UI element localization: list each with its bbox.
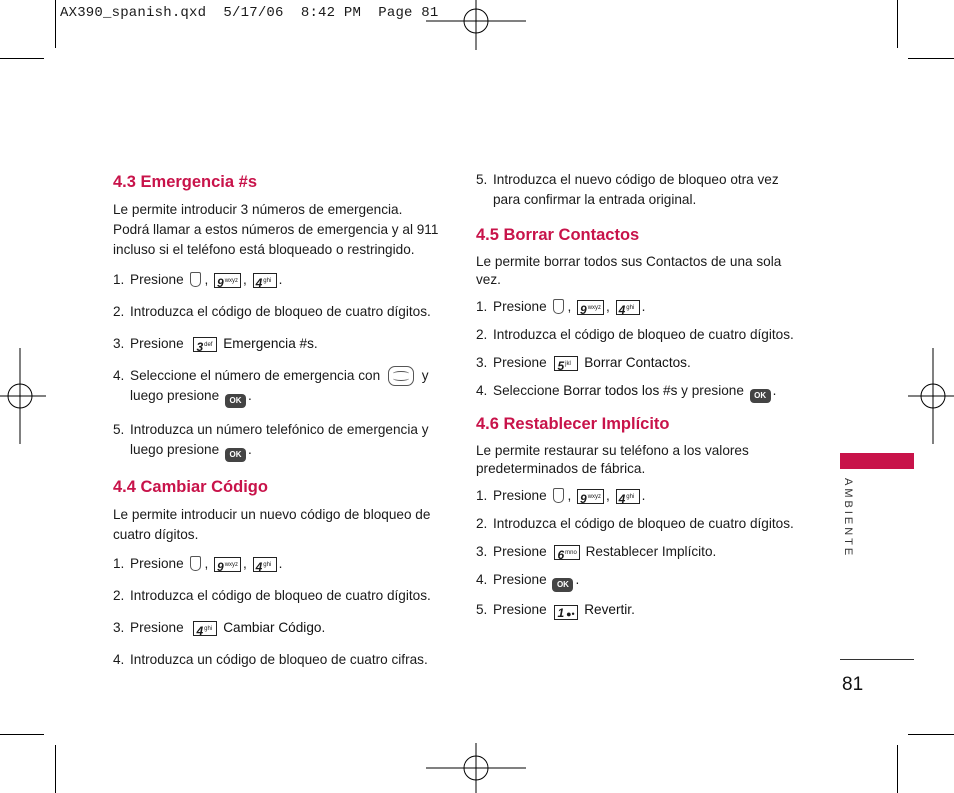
paragraph: Le permite introducir 3 números de emergencia. — [113, 202, 403, 217]
step: 5. Introduzca un número telefónico de emergencia y luego presione OK . — [113, 420, 458, 462]
ok-key-icon: OK — [750, 389, 771, 403]
registration-mark-bottom — [426, 743, 526, 793]
section-heading-borrar-contactos: 4.5 Borrar Contactos — [476, 226, 640, 244]
step: 5. Introduzca el nuevo código de bloqueo otra vez para confirmar la entrada original. — [476, 172, 779, 207]
key-1-icon: 1 ●• — [554, 605, 578, 620]
step: 1. Presione , $9^{wxyz}$ , $4^{ghi}$ . — [476, 488, 646, 506]
key-3-icon: $3^{def}$ — [193, 337, 217, 352]
paragraph: Le permite introducir un nuevo código de bloqueo de — [113, 507, 431, 522]
left-softkey-icon — [190, 556, 201, 571]
key-9-icon: $9^{wxyz}$ — [577, 489, 604, 504]
step: 3. Presione $5^{jkl}$ Borrar Contactos. — [476, 355, 691, 373]
step: 4. Seleccione el número de emergencia con y luego presione OK . — [113, 366, 458, 408]
step: 4. Seleccione Borrar todos los #s y presione OK . — [476, 381, 821, 403]
section-heading-emergencia: 4.3 Emergencia #s — [113, 173, 258, 191]
key-9-icon: $9^{wxyz}$ — [577, 300, 604, 315]
key-9-icon: $9^{wxyz}$ — [214, 273, 241, 288]
section-heading-cambiar-codigo: 4.4 Cambiar Código — [113, 478, 268, 496]
paragraph: incluso si el teléfono está bloqueado o restringido. — [113, 242, 415, 257]
footer-rule — [840, 659, 914, 660]
navigation-key-icon — [388, 366, 414, 386]
left-column — [113, 170, 458, 670]
key-9-icon: $9^{wxyz}$ — [214, 557, 241, 572]
step: 3. Presione $4^{ghi}$ Cambiar Código. — [113, 620, 326, 638]
step: 2. Introduzca el código de bloqueo de cuatro dígitos. — [113, 588, 431, 603]
registration-mark-right — [908, 348, 954, 444]
section-heading-restablecer: 4.6 Restablecer Implícito — [476, 415, 670, 433]
paragraph: predeterminados de fábrica. — [476, 461, 646, 476]
key-4-icon: $4^{ghi}$ — [616, 300, 640, 315]
right-column — [476, 170, 821, 620]
page-number: 81 — [842, 674, 864, 695]
step: 2. Introduzca el código de bloqueo de cuatro dígitos. — [476, 327, 794, 342]
step: 4. Presione OK . — [476, 570, 821, 592]
key-4-icon: $4^{ghi}$ — [193, 621, 217, 636]
step: 5. Presione 1 ●• Revertir. — [476, 602, 635, 620]
paragraph: cuatro dígitos. — [113, 527, 199, 542]
step: 4. Introduzca un código de bloqueo de cuatro cifras. — [113, 652, 428, 667]
left-softkey-icon — [553, 299, 564, 314]
paragraph: Le permite borrar todos sus Contactos de una sola — [476, 254, 782, 269]
step: 3. Presione $6^{mno}$ Restablecer Implícito. — [476, 544, 717, 562]
paragraph: Le permite restaurar su teléfono a los valores — [476, 443, 749, 458]
key-4-icon: $4^{ghi}$ — [253, 557, 277, 572]
registration-mark-left — [0, 348, 46, 444]
key-4-icon: $4^{ghi}$ — [616, 489, 640, 504]
paragraph: Podrá llamar a estos números de emergencia y al 911 — [113, 222, 439, 237]
chapter-tab-bar — [840, 453, 914, 469]
ok-key-icon: OK — [225, 394, 246, 408]
ok-key-icon: OK — [225, 448, 246, 462]
step: 1. Presione , $9^{wxyz}$ , $4^{ghi}$ . — [113, 556, 283, 574]
step: 3. Presione $3^{def}$ Emergencia #s. — [113, 336, 318, 354]
step: 1. Presione , $9^{wxyz}$ , $4^{ghi}$ . — [113, 272, 283, 290]
left-softkey-icon — [553, 488, 564, 503]
chapter-side-label: AMBIENTE — [842, 478, 854, 559]
step: 2. Introduzca el código de bloqueo de cuatro dígitos. — [113, 304, 431, 319]
step: 1. Presione , $9^{wxyz}$ , $4^{ghi}$ . — [476, 299, 646, 317]
ok-key-icon: OK — [552, 578, 573, 592]
step: 2. Introduzca el código de bloqueo de cuatro dígitos. — [476, 516, 794, 531]
paragraph: vez. — [476, 272, 501, 287]
key-5-icon: $5^{jkl}$ — [554, 356, 578, 371]
key-4-icon: $4^{ghi}$ — [253, 273, 277, 288]
left-softkey-icon — [190, 272, 201, 287]
registration-mark-top — [426, 0, 526, 50]
key-6-icon: $6^{mno}$ — [554, 545, 579, 560]
print-slug: AX390_spanish.qxd 5/17/06 8:42 PM Page 81 — [60, 5, 439, 21]
